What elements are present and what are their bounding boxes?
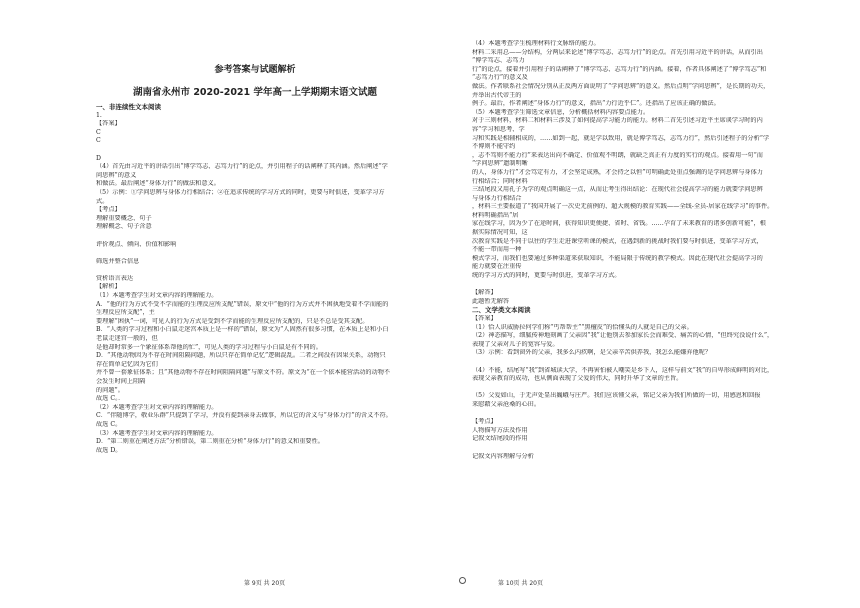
left-text-line: C．“伴随博学，敬业乐群”只提到了学习，并没有提到亲身去做事，所以它的含义与“身体力行”的含义不符。 <box>96 412 392 420</box>
right-text-line: 模式学习，而我们也要通过多种渠道来获取知识，不能局限于传统的教学模式。因此在现代社会提高学习的 <box>472 254 763 262</box>
right-text-line: 行相结合；同时材料 <box>472 177 528 185</box>
right-text-line <box>472 444 844 453</box>
left-text-line: （1）本题考查学生对文章内容的理解能力。 <box>96 292 218 300</box>
right-text-line: 此题暂无解答 <box>472 297 510 305</box>
left-text-line <box>96 266 414 275</box>
left-text-line: 【答案】 <box>96 120 121 128</box>
page-subtitle: 湖南省永州市 2020-2021 学年高一上学期期末语文试题 <box>133 87 377 98</box>
right-text-line: 来慰藉父亲沧桑的心田。 <box>472 400 541 408</box>
right-text-line: 【答案】 <box>472 315 497 322</box>
left-text-line: 问思辨”的意义 <box>96 171 137 179</box>
right-text-line: 材料明确指出“居 <box>472 211 519 219</box>
left-text-line: 评价观点、倾向、价值和影响 <box>96 240 177 248</box>
right-text-line <box>472 358 844 367</box>
right-text-line: （5）本题考查学生筛选文章信息，分析概括材料内容要点能力。 <box>472 108 650 116</box>
left-text-line: （2）本题考查学生对文章内容的理解能力。 <box>96 403 218 411</box>
right-text-line: 次教育实践是不同于以往的学生走进课堂听课的模式，在遇到新的挑战时我们要与时俱进，变革学习方式， <box>472 237 763 245</box>
page-number-left: 第 9页 共 20页 <box>244 580 286 587</box>
left-text-line: 筛选并整合信息 <box>96 257 140 265</box>
left-text-line: C <box>96 137 101 145</box>
right-text-line: 对于三则材料，材料二和材料三涉及了如何提高学习能力的能力。材料二首先引述习近平主席谈学习时的内 <box>472 117 763 125</box>
left-text-line: 1. <box>96 111 102 119</box>
left-text-line: 存在简单记忆因为它们 <box>96 360 158 368</box>
right-text-line: 【解答】 <box>472 289 497 297</box>
left-text-line: （3）本题考查学生对文章内容的理解能力。 <box>96 429 218 437</box>
right-text-line: 表现父亲教育的成功，也从侧面表现了父爱的伟大，同时升华了文章的主旨。 <box>472 375 683 383</box>
left-column <box>96 103 414 455</box>
right-text-line: 并举出古代帝王的 <box>472 91 522 99</box>
left-text-line: 生理反应所支配”，主 <box>96 309 155 317</box>
left-text-line <box>96 146 414 155</box>
right-text-line <box>472 410 844 419</box>
left-text-line: 一、非连续性文本阅读 <box>96 103 161 111</box>
left-text-line: A．“他的行为方式不受不学而能的生理反应所支配”错误，原文中“他的行为方式并不困执地受着不学而能的 <box>96 300 389 308</box>
page-title: 参考答案与试题解析 <box>214 65 296 75</box>
page-number-right: 第 10页 共 20页 <box>498 580 543 587</box>
left-text-line: 理解概念、句子含意 <box>96 223 152 231</box>
right-text-line: 记叙文结尾段的作用 <box>472 435 528 443</box>
right-text-line: （4）不能，结尾写“我”到省城读大学，不再害怕被人嘲笑是乡下人，这样与前文“我”的自卑形成鲜明的对比， <box>472 366 774 374</box>
left-text-line <box>96 249 414 258</box>
binding-circle-icon <box>459 577 466 584</box>
right-text-line: 人物描写方法及作用 <box>472 426 528 434</box>
left-text-line: 故选 C。． <box>96 395 125 403</box>
left-text-line: 故选 D。 <box>96 446 122 454</box>
left-text-line: B．“人类的学习过程和小白鼠走迷宫本质上是一样的”错误，原文为“人固然有很多习惯，在本质上是和小白 <box>96 326 389 334</box>
right-text-line: ，志不笃则不能力行”来表达出向不确定、价值观不明朗，就缺乏真正有力度的实行的观点。接着用一句“而 <box>472 151 763 159</box>
right-text-line: 统的学习方式的同时，更要与时俱进，变革学习方式。 <box>472 272 621 280</box>
right-text-line: 习和实践是相辅相成的，……如到一起，就是学以致用，就是博学笃志，志笃力行”，然后引述程子的分析“学 <box>472 134 770 142</box>
left-text-line: （5）示例：①学问思辨与身体力行相结合；②在追求传统的学习方式的同时，更要与时俱进，变革学习方 <box>96 188 385 196</box>
left-text-line: D <box>96 154 101 162</box>
left-text-line: 老鼠走迷宫一般的，但 <box>96 335 158 343</box>
right-text-line: 与身体力行相结合 <box>472 194 522 202</box>
right-text-line: 不能一带而用一种 <box>472 246 522 254</box>
left-text-line: 式。 <box>96 197 109 205</box>
right-text-line: 记叙文内容理解与分析 <box>472 452 534 460</box>
right-text-line: 行”的论点，接着并引用程子的话阐释了“博学笃志、志笃力行”的内涵。接着，作者具体阐述了“博学笃志”和 <box>472 65 767 73</box>
right-text-line: 能力就要在注重传 <box>472 263 522 271</box>
left-text-line: C <box>96 128 101 136</box>
right-text-line: “学问思辨”遗制明晰 <box>472 160 528 168</box>
right-text-line: “博学笃志、志笃力 <box>472 57 525 65</box>
left-text-line: 【解析】 <box>96 283 121 291</box>
left-text-line: 和做法。最后阐述“身体力行”的做法和意义。 <box>96 180 220 188</box>
right-text-line: （3）示例：看到窗外的父亲，我多么内疚啊，是父亲辛苦供养我，我怎么能嫌弃他呢？ <box>472 349 712 357</box>
right-column <box>472 40 844 461</box>
right-text-line: 二、文学类文本阅读 <box>472 306 531 315</box>
left-text-line: D．“其他动物因为不存在时间阻隔问题，所以只存在简单记忆”逻辑混乱。二者之间没有因果关系，动物只 <box>96 352 386 360</box>
right-text-line: 【考点】 <box>472 418 497 426</box>
right-text-line: 表现了父亲对儿子的宽容与爱。 <box>472 340 559 348</box>
left-text-line <box>96 232 414 241</box>
right-text-line: 例子。最后，作者阐述“身体力行”的意义，指出“力行近乎仁”。还指出了应该正确的做法。 <box>472 100 720 108</box>
left-text-line: D．“第二则重在阐述方法”分析错误，第二则重在分析“身体力行”的意义和重要性。 <box>96 438 324 446</box>
right-text-line: 不博则不能守约 <box>472 143 516 151</box>
right-text-line: ，材料三主要报道了“我国开展了一次史无前例的、超大规模的教育实践——全线-全员-居家在线学习”的事件。 <box>472 203 774 211</box>
right-text-line: 做法。作者联系社会情况分别从正反两方面说明了“学问思辨”的意义。然后点明“学问思辨”，是长期的功夫， <box>472 82 770 90</box>
left-text-line: 赏析语言表达 <box>96 274 134 282</box>
right-text-line: 三结尾段又用孔子为学的观点明确这一点，从而让考生得出结论：在现代社会提高学习的能力就要学问思辨 <box>472 186 763 194</box>
right-text-line: （4）本题考查学生梳理材料行文脉络的能力。 <box>472 40 600 47</box>
left-text-line: （4）首先由习近平的讲话引出“博学笃志、志笃力行”的论点，并引用程子的话阐释了其内涵。然后阐述“学 <box>96 163 388 171</box>
right-text-line: 据实际情况可知，这 <box>472 229 528 237</box>
right-text-line: 家在线学习，因为少了在途时间，获得知识更便捷、省时、省钱。……孕育了未来教育的诸多创新可能”，根 <box>472 220 766 228</box>
right-text-line: （1）恰人识威胁拉何学们称“丐帮帮主”“黑檀皮”的恰懂头的人就是自己的父亲。 <box>472 323 693 331</box>
left-text-line: 故选 C。 <box>96 420 122 428</box>
left-text-line: 的问题”。 <box>96 386 124 394</box>
left-text-line: 会发生时间上阻隔 <box>96 378 146 385</box>
right-text-line <box>472 281 844 290</box>
left-text-line: 要理解“困执”一词，可见人的行为方式是受到不学而能的生理反应所支配的，只是不总是受其支配。 <box>96 317 369 325</box>
left-text-line: 是他却时常多一个象征体系帮他的忙”，可见人类的学习过程与小白鼠是有不同的。 <box>96 343 322 351</box>
right-text-line: （2）神态描写，细腻传神地刻画了父亲因“我”让他别去参加家长会而难受、痛苦的心情，“但终究没说什么”， <box>472 332 774 340</box>
right-text-line <box>472 384 844 393</box>
right-text-line: “志笃力行”的意义及 <box>472 74 528 82</box>
left-text-line: 理解重要概念、句子 <box>96 214 152 222</box>
left-text-line: 【考点】 <box>96 206 121 214</box>
right-text-line: 容“学习和思考、学 <box>472 125 525 133</box>
right-text-line: （5）父爱如山，于无声处显出巍峨与庄严。我们应该懂父亲，铭记父亲为我们所做的一切，用感恩和回报 <box>472 392 761 400</box>
right-text-line: 材料二采用总——分结构，分两层来论述“博学笃志、志笃力行”的论点。首先引用习近平的讲话，从而引出 <box>472 48 763 56</box>
left-text-line: 并不曾一套象征体系；且“其他动物不存在时间阻隔问题”与原文不符。原文为“在一个依本能营活动的动物不 <box>96 369 391 377</box>
right-text-line: 的人，身体力行”才会笃定有力，才会坚定成熟，才会持之以恒”可明确此处重点强调的是学问思辨与身体力 <box>472 168 763 176</box>
